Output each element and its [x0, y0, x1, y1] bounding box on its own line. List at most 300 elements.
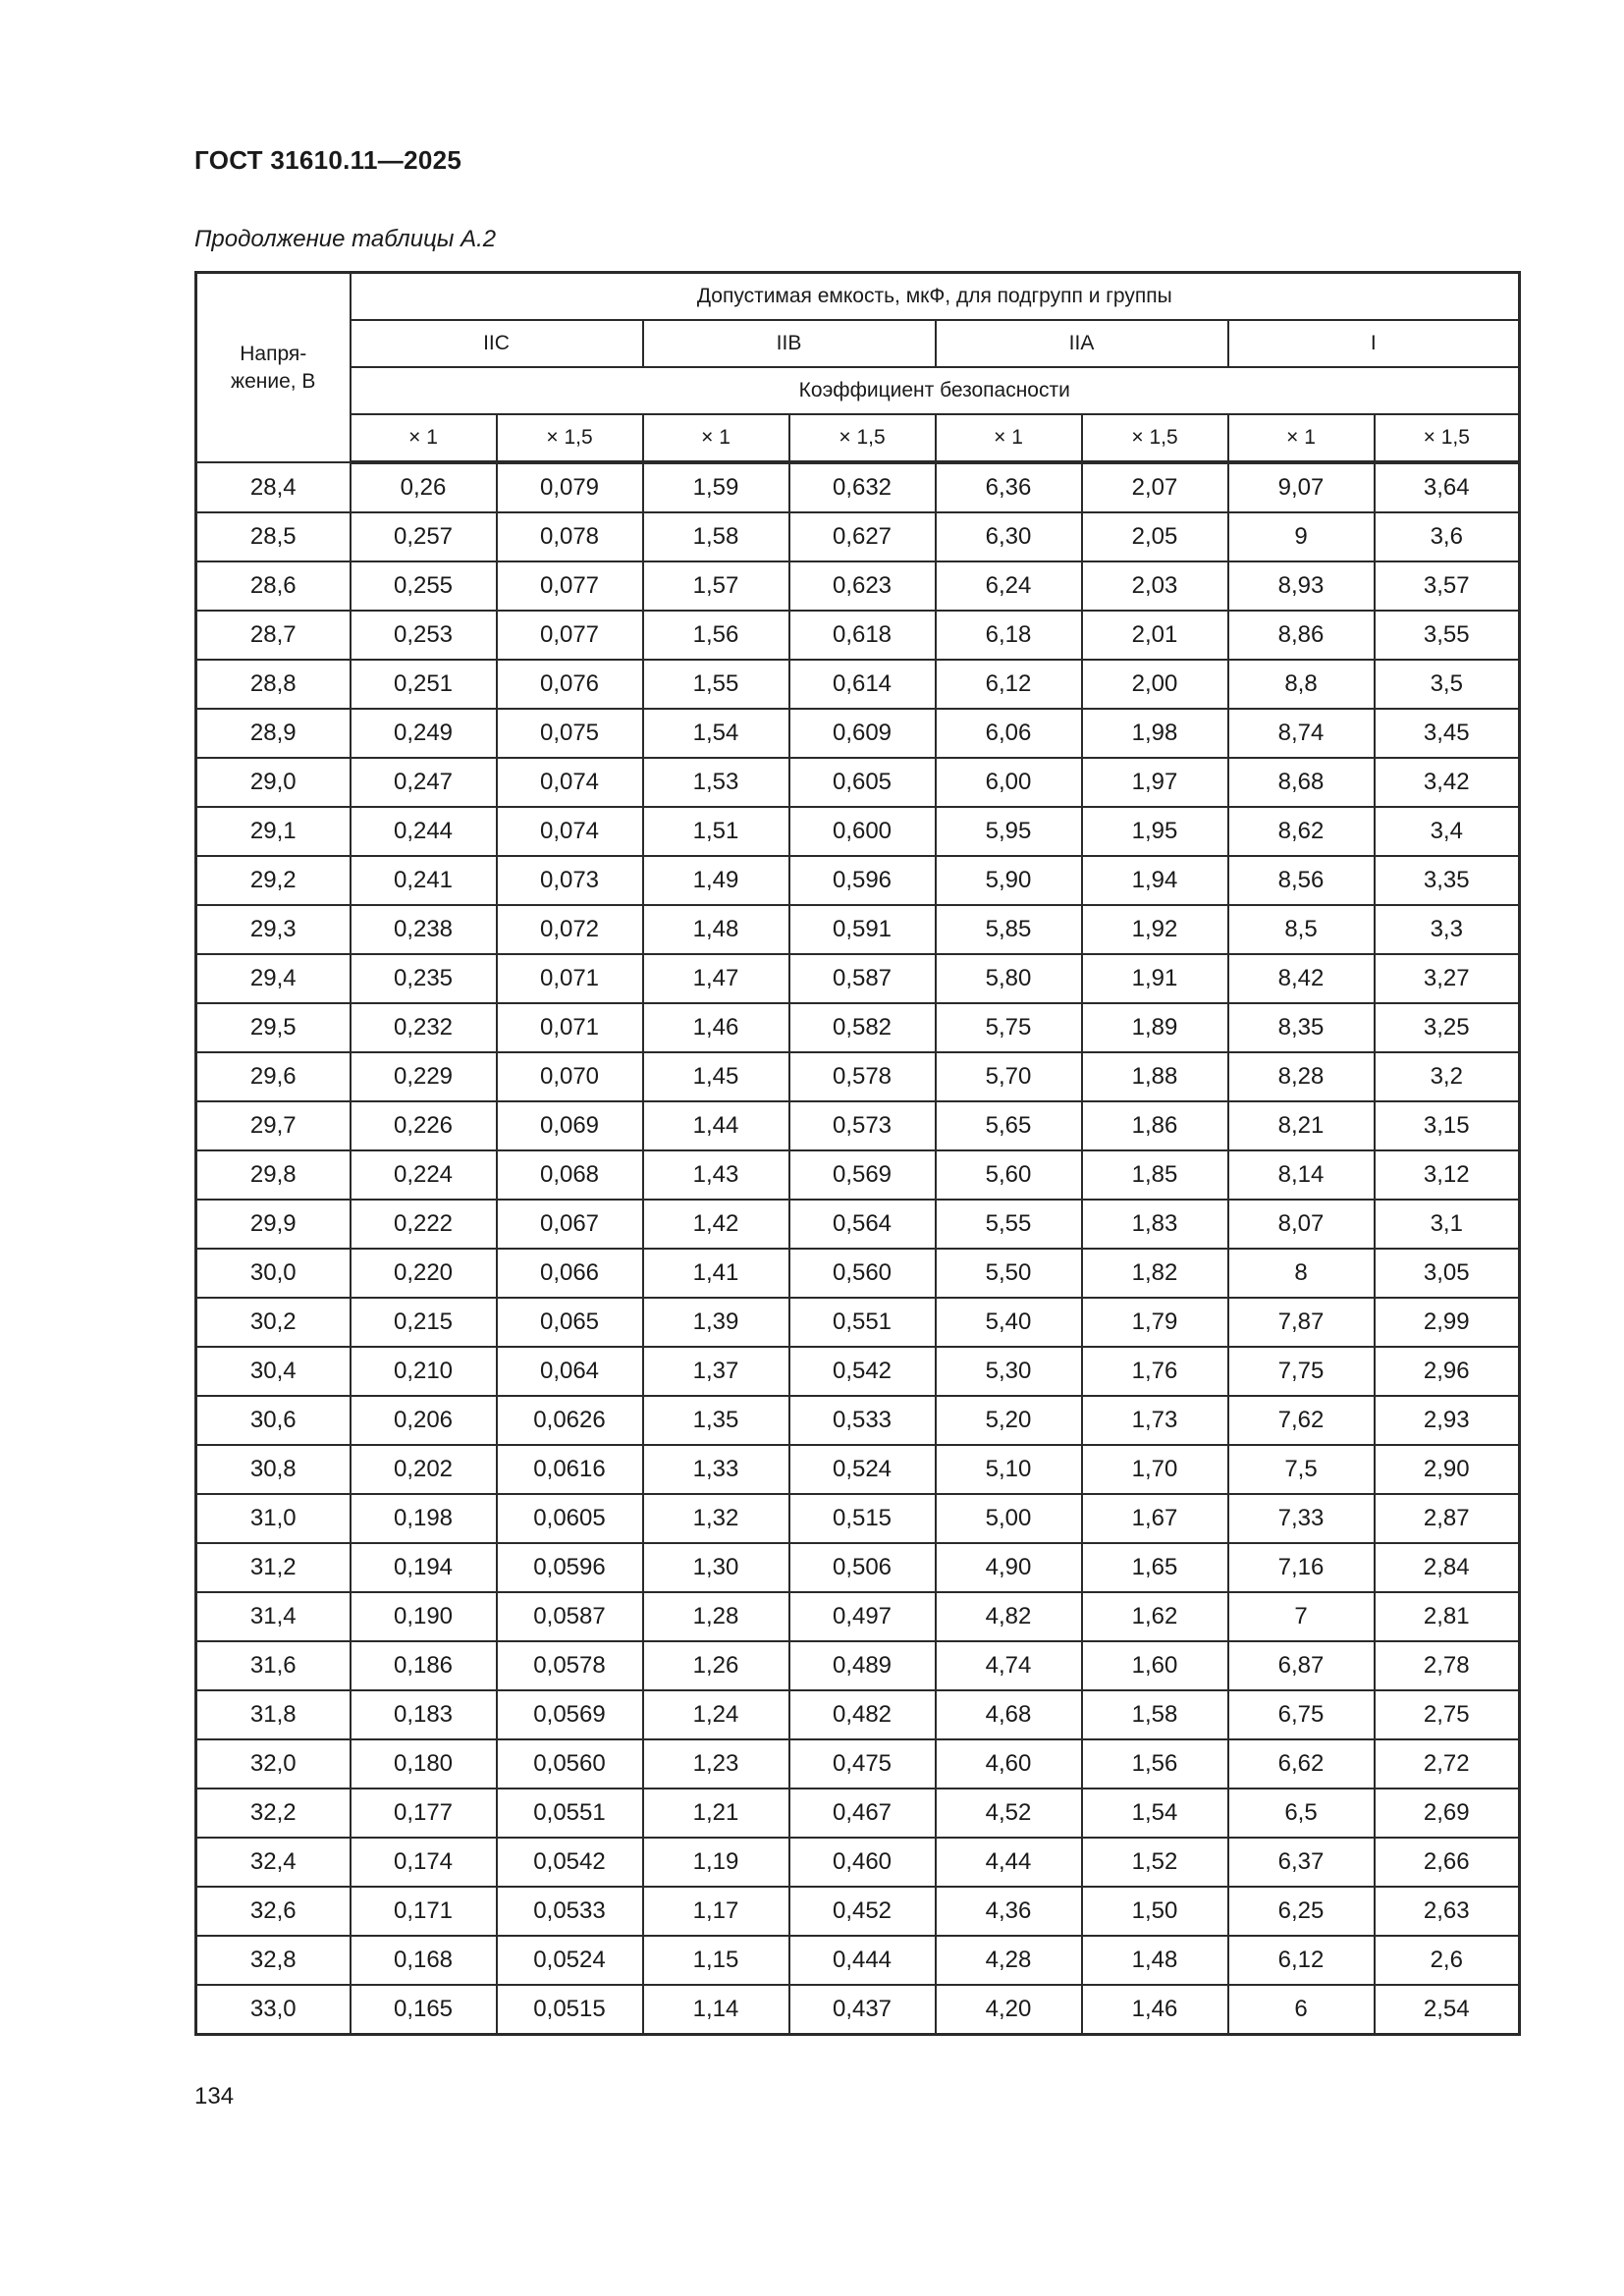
capacitance-cell: 3,3: [1375, 905, 1520, 954]
capacitance-cell: 1,47: [643, 954, 789, 1003]
table-row: [196, 1298, 1520, 1347]
capacitance-cell: 1,35: [643, 1396, 789, 1445]
capacitance-cell: 7,5: [1228, 1445, 1375, 1494]
capacitance-cell: 0,241: [351, 856, 497, 905]
capacitance-cell: 0,190: [351, 1592, 497, 1641]
capacitance-cell: 1,58: [643, 512, 789, 561]
capacitance-cell: 0,079: [497, 462, 643, 512]
document-title: ГОСТ 31610.11—2025: [194, 145, 462, 175]
capacitance-cell: 5,55: [936, 1200, 1082, 1249]
capacitance-cell: 0,077: [497, 561, 643, 611]
capacitance-cell: 2,66: [1375, 1838, 1520, 1887]
voltage-cell: 29,8: [196, 1150, 351, 1200]
factor-header: × 1,5: [1375, 414, 1520, 462]
capacitance-cell: 4,44: [936, 1838, 1082, 1887]
capacitance-cell: 6,36: [936, 462, 1082, 512]
capacitance-cell: 0,253: [351, 611, 497, 660]
capacitance-cell: 1,94: [1082, 856, 1228, 905]
capacitance-cell: 0,452: [789, 1887, 936, 1936]
capacitance-cell: 1,49: [643, 856, 789, 905]
capacitance-cell: 2,75: [1375, 1690, 1520, 1739]
capacitance-cell: 8,68: [1228, 758, 1375, 807]
voltage-cell: 32,6: [196, 1887, 351, 1936]
capacitance-cell: 1,76: [1082, 1347, 1228, 1396]
capacitance-cell: 0,202: [351, 1445, 497, 1494]
table-row: [196, 1543, 1520, 1592]
capacitance-cell: 8: [1228, 1249, 1375, 1298]
capacitance-cell: 1,67: [1082, 1494, 1228, 1543]
capacitance-cell: 1,21: [643, 1789, 789, 1838]
capacitance-cell: 4,90: [936, 1543, 1082, 1592]
capacitance-cell: 3,1: [1375, 1200, 1520, 1249]
capacitance-cell: 8,93: [1228, 561, 1375, 611]
capacitance-cell: 2,81: [1375, 1592, 1520, 1641]
capacitance-cell: 1,92: [1082, 905, 1228, 954]
capacitance-cell: 2,87: [1375, 1494, 1520, 1543]
capacitance-cell: 1,73: [1082, 1396, 1228, 1445]
capacitance-cell: 1,50: [1082, 1887, 1228, 1936]
capacitance-cell: 4,20: [936, 1985, 1082, 2035]
capacitance-cell: 0,444: [789, 1936, 936, 1985]
capacitance-cell: 0,210: [351, 1347, 497, 1396]
capacitance-cell: 6,12: [1228, 1936, 1375, 1985]
capacitance-cell: 0,591: [789, 905, 936, 954]
voltage-cell: 29,4: [196, 954, 351, 1003]
capacitance-cell: 1,59: [643, 462, 789, 512]
voltage-cell: 29,1: [196, 807, 351, 856]
table-row: [196, 1789, 1520, 1838]
capacitance-cell: 0,238: [351, 905, 497, 954]
capacitance-cell: 1,46: [1082, 1985, 1228, 2035]
capacitance-cell: 6,18: [936, 611, 1082, 660]
capacitance-cell: 0,551: [789, 1298, 936, 1347]
capacitance-cell: 0,564: [789, 1200, 936, 1249]
capacitance-cell: 7,75: [1228, 1347, 1375, 1396]
table-row: [196, 1494, 1520, 1543]
table-row: [196, 611, 1520, 660]
group-header-i: I: [1228, 320, 1520, 367]
capacitance-cell: 3,57: [1375, 561, 1520, 611]
capacitance-cell: 1,83: [1082, 1200, 1228, 1249]
capacitance-cell: 1,97: [1082, 758, 1228, 807]
capacitance-table: [194, 271, 1521, 2036]
capacitance-cell: 0,632: [789, 462, 936, 512]
capacitance-cell: 4,82: [936, 1592, 1082, 1641]
capacitance-cell: 6,12: [936, 660, 1082, 709]
capacitance-cell: 4,74: [936, 1641, 1082, 1690]
capacitance-cell: 1,53: [643, 758, 789, 807]
capacitance-cell: 0,206: [351, 1396, 497, 1445]
capacitance-cell: 6,5: [1228, 1789, 1375, 1838]
capacitance-cell: 1,28: [643, 1592, 789, 1641]
capacitance-cell: 0,506: [789, 1543, 936, 1592]
capacitance-cell: 1,79: [1082, 1298, 1228, 1347]
capacitance-cell: 0,542: [789, 1347, 936, 1396]
voltage-cell: 30,8: [196, 1445, 351, 1494]
capacitance-cell: 2,93: [1375, 1396, 1520, 1445]
table-row: [196, 1936, 1520, 1985]
voltage-cell: 30,4: [196, 1347, 351, 1396]
capacitance-cell: 0,0551: [497, 1789, 643, 1838]
voltage-cell: 30,6: [196, 1396, 351, 1445]
capacitance-cell: 0,066: [497, 1249, 643, 1298]
voltage-cell: 31,6: [196, 1641, 351, 1690]
capacitance-cell: 1,30: [643, 1543, 789, 1592]
voltage-cell: 31,8: [196, 1690, 351, 1739]
voltage-cell: 28,5: [196, 512, 351, 561]
capacitance-cell: 4,36: [936, 1887, 1082, 1936]
capacitance-cell: 0,077: [497, 611, 643, 660]
capacitance-cell: 0,600: [789, 807, 936, 856]
capacitance-cell: 0,171: [351, 1887, 497, 1936]
factor-header: × 1,5: [789, 414, 936, 462]
capacitance-cell: 0,0596: [497, 1543, 643, 1592]
capacitance-cell: 2,01: [1082, 611, 1228, 660]
capacitance-cell: 0,255: [351, 561, 497, 611]
capacitance-cell: 0,0533: [497, 1887, 643, 1936]
capacitance-cell: 6,75: [1228, 1690, 1375, 1739]
capacitance-cell: 8,35: [1228, 1003, 1375, 1052]
capacitance-cell: 8,74: [1228, 709, 1375, 758]
capacitance-cell: 7,62: [1228, 1396, 1375, 1445]
capacitance-cell: 0,460: [789, 1838, 936, 1887]
capacitance-cell: 3,27: [1375, 954, 1520, 1003]
capacitance-cell: 9: [1228, 512, 1375, 561]
voltage-cell: 29,7: [196, 1101, 351, 1150]
factor-header: × 1,5: [1082, 414, 1228, 462]
capacitance-cell: 0,515: [789, 1494, 936, 1543]
voltage-cell: 29,3: [196, 905, 351, 954]
capacitance-cell: 4,28: [936, 1936, 1082, 1985]
capacitance-cell: 1,48: [643, 905, 789, 954]
capacitance-cell: 5,10: [936, 1445, 1082, 1494]
capacitance-cell: 2,69: [1375, 1789, 1520, 1838]
table-row: [196, 1739, 1520, 1789]
table-row: [196, 1101, 1520, 1150]
table-row: [196, 954, 1520, 1003]
capacitance-cell: 0,497: [789, 1592, 936, 1641]
capacitance-cell: 1,56: [1082, 1739, 1228, 1789]
capacitance-cell: 0,26: [351, 462, 497, 512]
capacitance-cell: 0,623: [789, 561, 936, 611]
table-header: [196, 273, 1520, 463]
capacitance-cell: 5,85: [936, 905, 1082, 954]
factor-header: × 1: [936, 414, 1082, 462]
capacitance-cell: 0,0578: [497, 1641, 643, 1690]
capacitance-cell: 0,065: [497, 1298, 643, 1347]
capacitance-cell: 0,609: [789, 709, 936, 758]
capacitance-cell: 1,98: [1082, 709, 1228, 758]
capacitance-cell: 9,07: [1228, 462, 1375, 512]
group-header-iia: IIA: [936, 320, 1228, 367]
capacitance-cell: 6,00: [936, 758, 1082, 807]
page-number: 134: [194, 2083, 235, 2109]
voltage-cell: 28,8: [196, 660, 351, 709]
capacitance-cell: 1,45: [643, 1052, 789, 1101]
capacitance-cell: 2,63: [1375, 1887, 1520, 1936]
capacitance-cell: 0,215: [351, 1298, 497, 1347]
table-row: [196, 1347, 1520, 1396]
voltage-cell: 29,0: [196, 758, 351, 807]
voltage-cell: 29,9: [196, 1200, 351, 1249]
table-row: [196, 1445, 1520, 1494]
capacitance-cell: 1,62: [1082, 1592, 1228, 1641]
table-row: [196, 1838, 1520, 1887]
capacitance-cell: 0,067: [497, 1200, 643, 1249]
capacitance-cell: 1,51: [643, 807, 789, 856]
capacitance-cell: 1,42: [643, 1200, 789, 1249]
capacitance-cell: 0,0542: [497, 1838, 643, 1887]
capacitance-cell: 2,99: [1375, 1298, 1520, 1347]
capacitance-cell: 2,78: [1375, 1641, 1520, 1690]
capacitance-cell: 1,86: [1082, 1101, 1228, 1150]
capacitance-cell: 1,15: [643, 1936, 789, 1985]
capacitance-cell: 0,235: [351, 954, 497, 1003]
capacitance-cell: 6,24: [936, 561, 1082, 611]
capacitance-cell: 0,482: [789, 1690, 936, 1739]
capacitance-cell: 5,20: [936, 1396, 1082, 1445]
capacitance-cell: 0,489: [789, 1641, 936, 1690]
table-row: [196, 856, 1520, 905]
capacitance-cell: 7: [1228, 1592, 1375, 1641]
capacitance-cell: 0,071: [497, 1003, 643, 1052]
factor-header: × 1: [1228, 414, 1375, 462]
capacitance-cell: 5,95: [936, 807, 1082, 856]
capacitance-cell: 6,87: [1228, 1641, 1375, 1690]
capacitance-cell: 0,578: [789, 1052, 936, 1101]
capacitance-cell: 0,467: [789, 1789, 936, 1838]
capacitance-cell: 5,90: [936, 856, 1082, 905]
table-row: [196, 1052, 1520, 1101]
table-row: [196, 758, 1520, 807]
capacitance-cell: 1,46: [643, 1003, 789, 1052]
capacitance-cell: 8,86: [1228, 611, 1375, 660]
capacitance-cell: 0,247: [351, 758, 497, 807]
capacitance-cell: 0,560: [789, 1249, 936, 1298]
capacitance-cell: 0,180: [351, 1739, 497, 1789]
factor-header: × 1: [351, 414, 497, 462]
table-row: [196, 1249, 1520, 1298]
capacitance-cell: 0,226: [351, 1101, 497, 1150]
table-body: [196, 462, 1520, 2035]
capacitance-cell: 0,198: [351, 1494, 497, 1543]
capacitance-cell: 1,44: [643, 1101, 789, 1150]
capacitance-cell: 6,06: [936, 709, 1082, 758]
capacitance-cell: 0,627: [789, 512, 936, 561]
capacitance-cell: 0,075: [497, 709, 643, 758]
capacitance-cell: 2,84: [1375, 1543, 1520, 1592]
table-row: [196, 807, 1520, 856]
capacitance-cell: 0,257: [351, 512, 497, 561]
capacitance-cell: 1,89: [1082, 1003, 1228, 1052]
capacitance-cell: 0,618: [789, 611, 936, 660]
capacitance-cell: 4,68: [936, 1690, 1082, 1739]
capacitance-cell: 8,28: [1228, 1052, 1375, 1101]
capacitance-cell: 0,220: [351, 1249, 497, 1298]
capacitance-cell: 8,62: [1228, 807, 1375, 856]
capacitance-cell: 1,85: [1082, 1150, 1228, 1200]
capacitance-cell: 0,064: [497, 1347, 643, 1396]
capacitance-cell: 8,56: [1228, 856, 1375, 905]
voltage-header: Напря- жение, В: [196, 273, 351, 463]
table-row: [196, 462, 1520, 512]
capacity-header: Допустимая емкость, мкФ, для подгрупп и группы: [351, 273, 1520, 321]
capacitance-cell: 1,56: [643, 611, 789, 660]
capacitance-cell: 5,65: [936, 1101, 1082, 1150]
capacitance-cell: 0,249: [351, 709, 497, 758]
voltage-cell: 31,2: [196, 1543, 351, 1592]
capacitance-cell: 3,05: [1375, 1249, 1520, 1298]
voltage-cell: 29,6: [196, 1052, 351, 1101]
capacitance-cell: 1,54: [1082, 1789, 1228, 1838]
capacitance-cell: 0,244: [351, 807, 497, 856]
group-header-iic: IIC: [351, 320, 643, 367]
capacitance-cell: 1,54: [643, 709, 789, 758]
capacitance-cell: 0,194: [351, 1543, 497, 1592]
capacitance-cell: 0,177: [351, 1789, 497, 1838]
capacitance-cell: 0,068: [497, 1150, 643, 1200]
capacitance-cell: 1,24: [643, 1690, 789, 1739]
table-row: [196, 709, 1520, 758]
capacitance-cell: 2,96: [1375, 1347, 1520, 1396]
group-header-iib: IIB: [643, 320, 936, 367]
capacitance-cell: 0,183: [351, 1690, 497, 1739]
voltage-cell: 32,4: [196, 1838, 351, 1887]
capacitance-cell: 1,14: [643, 1985, 789, 2035]
capacitance-cell: 2,54: [1375, 1985, 1520, 2035]
capacitance-cell: 1,17: [643, 1887, 789, 1936]
capacitance-cell: 0,0626: [497, 1396, 643, 1445]
capacitance-cell: 0,569: [789, 1150, 936, 1200]
factor-header: × 1: [643, 414, 789, 462]
capacitance-cell: 0,251: [351, 660, 497, 709]
table-row: [196, 660, 1520, 709]
capacitance-cell: 3,45: [1375, 709, 1520, 758]
voltage-cell: 29,5: [196, 1003, 351, 1052]
voltage-cell: 33,0: [196, 1985, 351, 2035]
capacitance-cell: 0,070: [497, 1052, 643, 1101]
table-row: [196, 1690, 1520, 1739]
capacitance-cell: 2,72: [1375, 1739, 1520, 1789]
capacitance-cell: 3,55: [1375, 611, 1520, 660]
voltage-cell: 29,2: [196, 856, 351, 905]
voltage-cell: 32,0: [196, 1739, 351, 1789]
capacitance-cell: 1,41: [643, 1249, 789, 1298]
capacitance-cell: 1,91: [1082, 954, 1228, 1003]
capacitance-cell: 0,174: [351, 1838, 497, 1887]
capacitance-cell: 1,32: [643, 1494, 789, 1543]
capacitance-cell: 0,0515: [497, 1985, 643, 2035]
capacitance-cell: 0,0616: [497, 1445, 643, 1494]
capacitance-cell: 5,60: [936, 1150, 1082, 1200]
capacitance-cell: 6,37: [1228, 1838, 1375, 1887]
table-caption: Продолжение таблицы А.2: [194, 226, 497, 252]
capacitance-cell: 3,25: [1375, 1003, 1520, 1052]
capacitance-cell: 6: [1228, 1985, 1375, 2035]
capacitance-cell: 0,074: [497, 758, 643, 807]
voltage-cell: 32,2: [196, 1789, 351, 1838]
capacitance-cell: 0,224: [351, 1150, 497, 1200]
capacitance-cell: 2,00: [1082, 660, 1228, 709]
table-row: [196, 1150, 1520, 1200]
capacitance-cell: 1,65: [1082, 1543, 1228, 1592]
capacitance-cell: 6,25: [1228, 1887, 1375, 1936]
capacitance-cell: 1,60: [1082, 1641, 1228, 1690]
capacitance-cell: 2,90: [1375, 1445, 1520, 1494]
capacitance-cell: 0,074: [497, 807, 643, 856]
capacitance-cell: 3,15: [1375, 1101, 1520, 1150]
capacitance-cell: 1,37: [643, 1347, 789, 1396]
voltage-cell: 30,0: [196, 1249, 351, 1298]
capacitance-cell: 3,12: [1375, 1150, 1520, 1200]
table-row: [196, 561, 1520, 611]
capacitance-cell: 2,03: [1082, 561, 1228, 611]
capacitance-cell: 0,596: [789, 856, 936, 905]
capacitance-cell: 0,0560: [497, 1739, 643, 1789]
voltage-cell: 28,6: [196, 561, 351, 611]
capacitance-cell: 7,87: [1228, 1298, 1375, 1347]
capacitance-cell: 5,70: [936, 1052, 1082, 1101]
capacitance-cell: 8,5: [1228, 905, 1375, 954]
capacitance-cell: 0,533: [789, 1396, 936, 1445]
capacitance-cell: 1,52: [1082, 1838, 1228, 1887]
safety-factor-header: Коэффициент безопасности: [351, 367, 1520, 414]
capacitance-cell: 1,70: [1082, 1445, 1228, 1494]
capacitance-cell: 1,57: [643, 561, 789, 611]
capacitance-cell: 3,64: [1375, 462, 1520, 512]
capacitance-cell: 0,437: [789, 1985, 936, 2035]
table-row: [196, 1592, 1520, 1641]
capacitance-cell: 0,614: [789, 660, 936, 709]
capacitance-cell: 0,232: [351, 1003, 497, 1052]
capacitance-cell: 0,069: [497, 1101, 643, 1150]
capacitance-cell: 1,58: [1082, 1690, 1228, 1739]
capacitance-cell: 1,43: [643, 1150, 789, 1200]
table-row: [196, 1985, 1520, 2035]
capacitance-cell: 1,95: [1082, 807, 1228, 856]
table-row: [196, 1396, 1520, 1445]
voltage-cell: 28,9: [196, 709, 351, 758]
capacitance-cell: 0,573: [789, 1101, 936, 1150]
capacitance-cell: 0,0569: [497, 1690, 643, 1739]
capacitance-cell: 5,80: [936, 954, 1082, 1003]
capacitance-cell: 6,62: [1228, 1739, 1375, 1789]
capacitance-cell: 3,2: [1375, 1052, 1520, 1101]
voltage-cell: 31,4: [196, 1592, 351, 1641]
table-row: [196, 1887, 1520, 1936]
table-row: [196, 905, 1520, 954]
capacitance-cell: 1,33: [643, 1445, 789, 1494]
capacitance-cell: 0,582: [789, 1003, 936, 1052]
capacitance-cell: 3,6: [1375, 512, 1520, 561]
capacitance-cell: 2,05: [1082, 512, 1228, 561]
capacitance-cell: 1,26: [643, 1641, 789, 1690]
table-row: [196, 1641, 1520, 1690]
capacitance-cell: 3,4: [1375, 807, 1520, 856]
voltage-cell: 30,2: [196, 1298, 351, 1347]
capacitance-cell: 8,8: [1228, 660, 1375, 709]
capacitance-cell: 1,88: [1082, 1052, 1228, 1101]
capacitance-cell: 0,078: [497, 512, 643, 561]
capacitance-cell: 0,222: [351, 1200, 497, 1249]
capacitance-cell: 8,14: [1228, 1150, 1375, 1200]
voltage-cell: 28,4: [196, 462, 351, 512]
capacitance-cell: 8,42: [1228, 954, 1375, 1003]
capacitance-cell: 4,52: [936, 1789, 1082, 1838]
capacitance-cell: 3,42: [1375, 758, 1520, 807]
capacitance-cell: 8,21: [1228, 1101, 1375, 1150]
capacitance-cell: 5,75: [936, 1003, 1082, 1052]
